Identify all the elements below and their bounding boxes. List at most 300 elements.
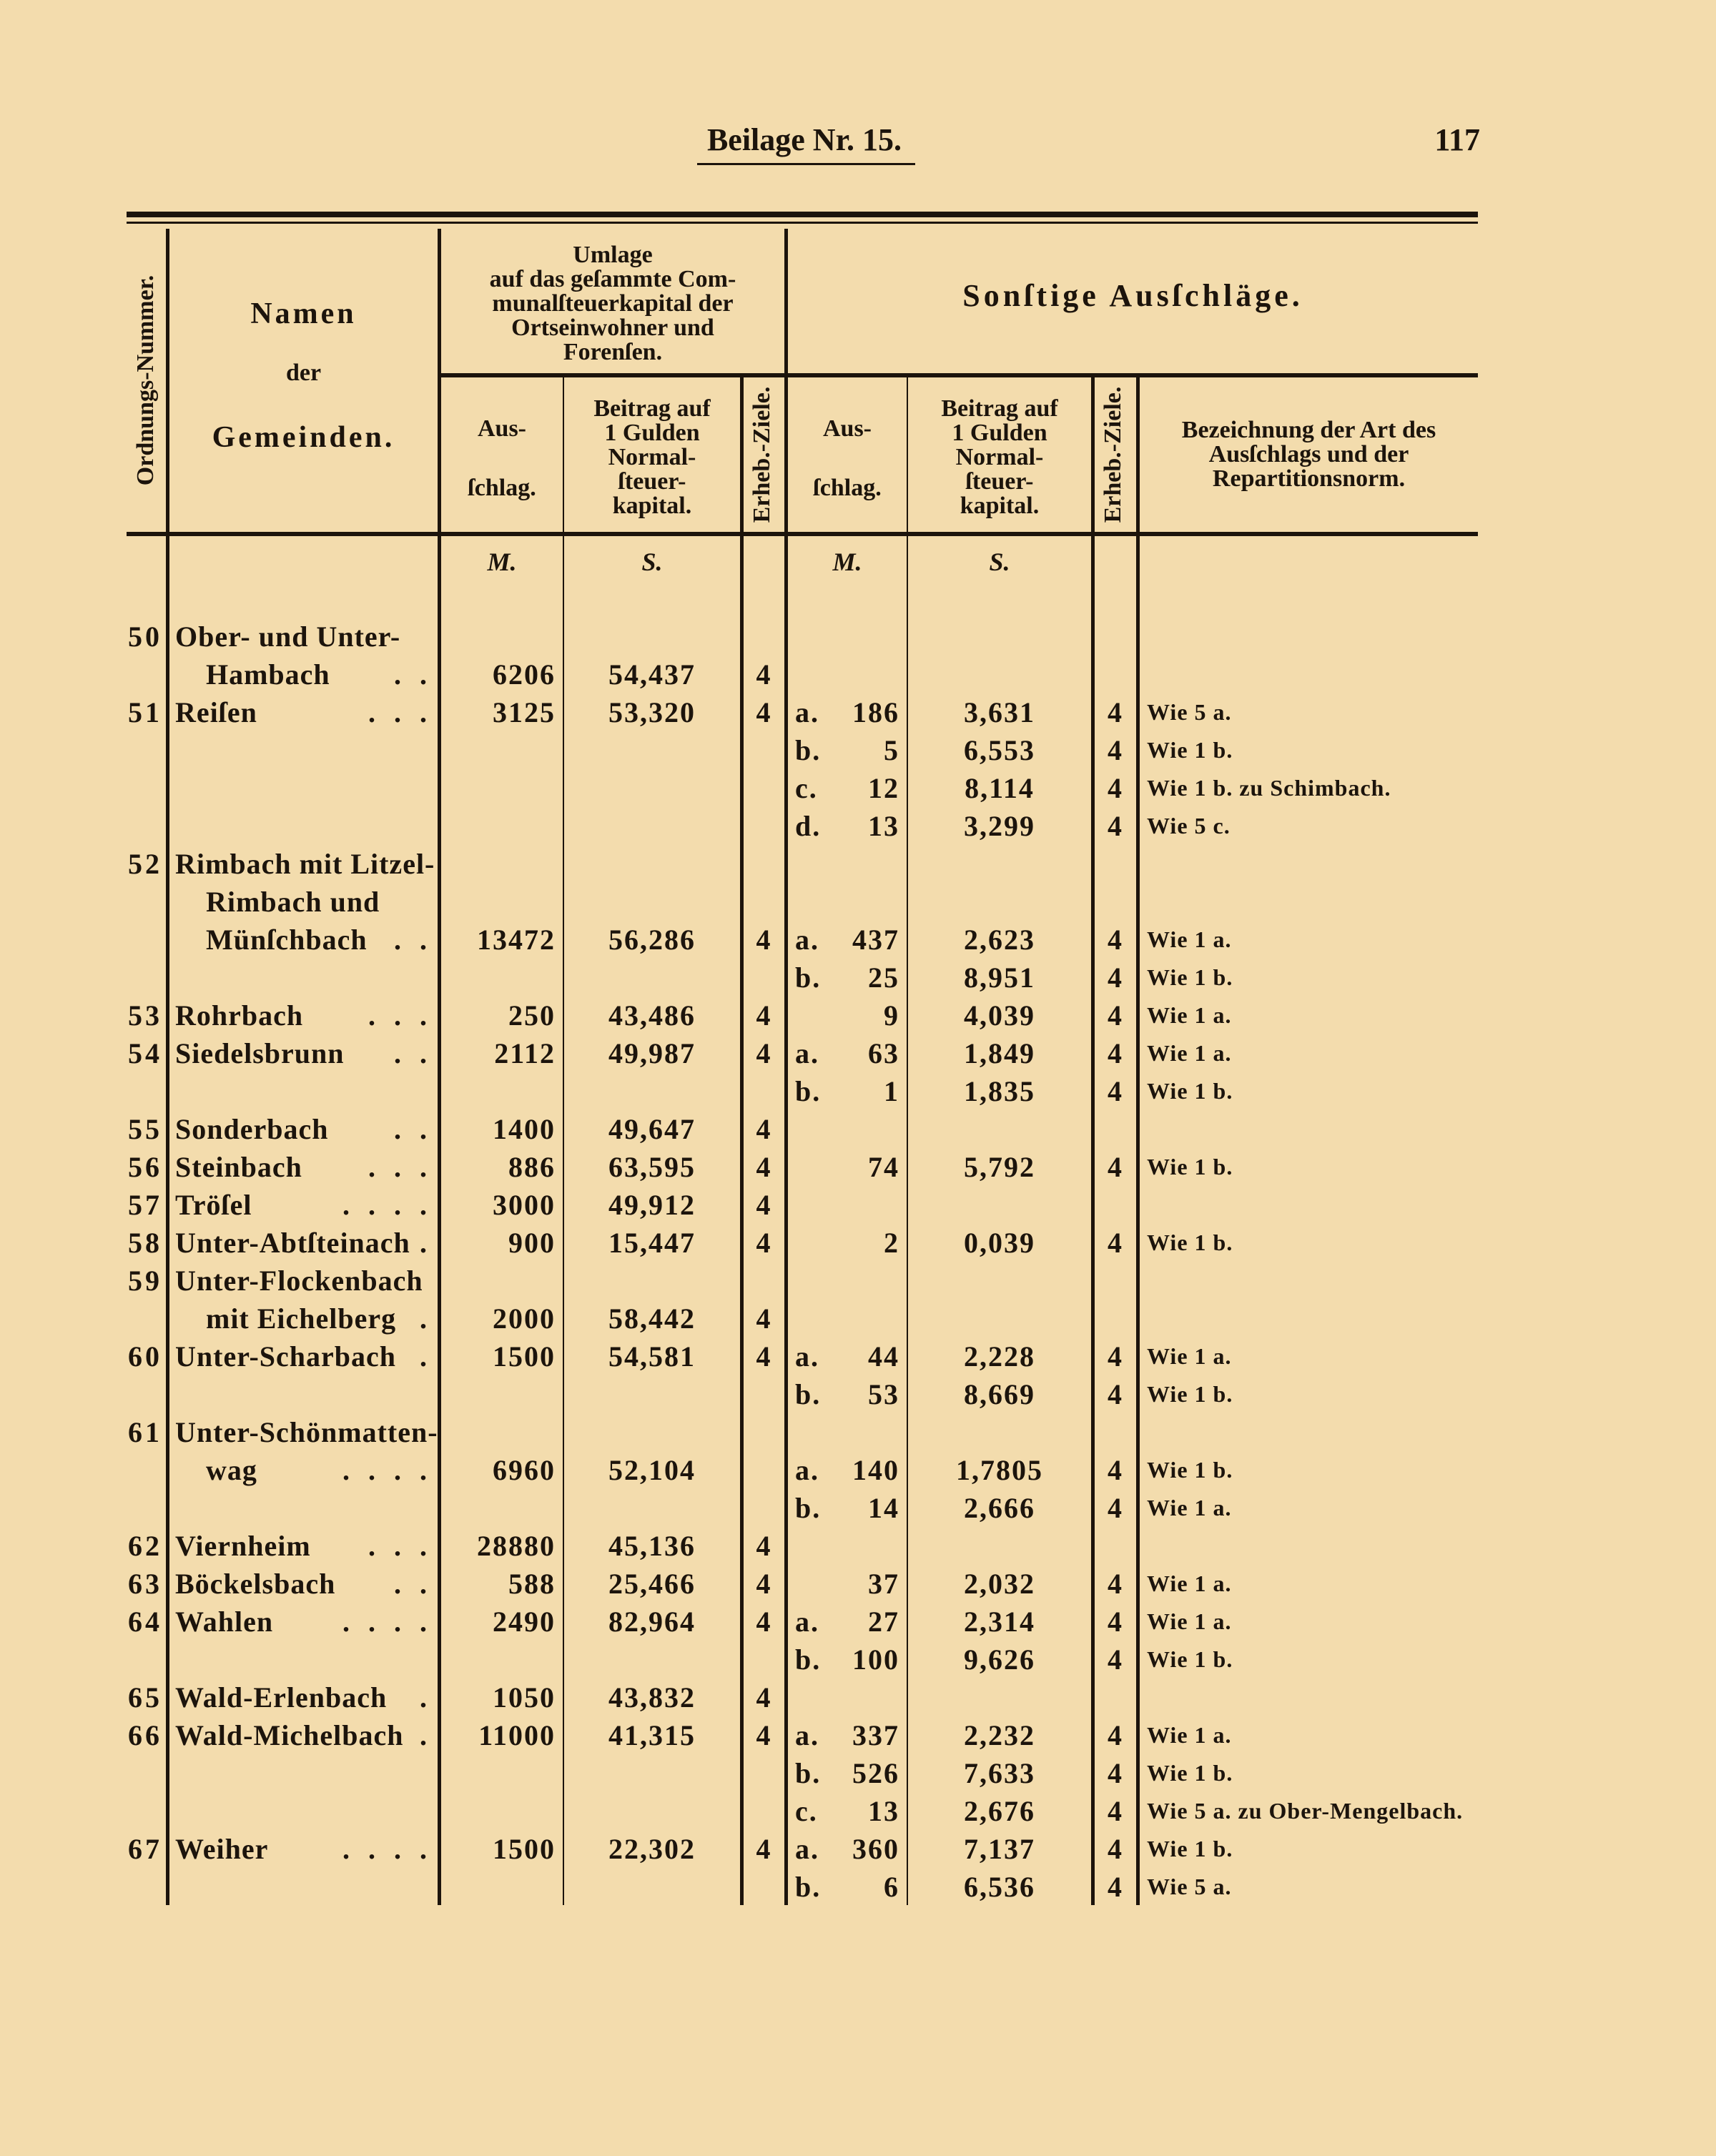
dot-leader: . . . [368,1530,433,1562]
sonstige-ausschlag: 5 [884,734,899,766]
beitrag-line: 1 Gulden [952,420,1047,446]
top-rule-thick [127,212,1478,217]
bezeichnung-line: Ausſchlags und der [1208,441,1409,468]
sonstige-beitrag: 1,849 [964,1037,1035,1069]
sonstige-ausschlag: 360 [852,1833,899,1865]
dot-leader: . [420,1719,433,1751]
table-row [0,1792,1716,1830]
sonstige-erheb-ziele: 4 [1108,696,1123,728]
sub-letter: c. [795,1795,818,1827]
table-row [0,845,1716,883]
sub-letter: b. [795,1075,822,1107]
bezeichnung: Wie 1 b. [1147,1836,1233,1861]
ausschlag: 6960 [493,1454,556,1486]
umlage-line: Ortseinwohner und [511,315,714,341]
table-row [0,1186,1716,1224]
unit-mark: M. [487,548,517,576]
title-underline [697,163,915,165]
header-namen: Namen [250,297,357,330]
sonstige-ausschlag: 44 [868,1340,899,1373]
ausschlag: 2490 [493,1606,556,1638]
erheb-ziele: 4 [756,1302,772,1335]
sonstige-ausschlag: 25 [868,961,899,994]
bezeichnung: Wie 1 a. [1147,1495,1232,1520]
beitrag-line: Normal- [608,444,696,470]
erheb-ziele: 4 [756,1151,772,1183]
row-number: 67 [128,1833,162,1865]
sonstige-erheb-ziele: 4 [1108,999,1123,1032]
dot-leader: . . . [368,696,433,728]
erheb-ziele: 4 [756,1833,772,1865]
row-number: 65 [128,1681,162,1714]
sonstige-erheb-ziele: 4 [1108,1643,1123,1676]
sonstige-beitrag: 8,669 [964,1378,1035,1410]
municipality-name: Rimbach und [206,886,380,918]
header-beitrag [564,397,740,518]
ausschlag: 11000 [478,1719,556,1751]
municipality-name: mit Eichelberg [206,1302,397,1335]
ausschlag: 1400 [493,1113,556,1145]
header-sonstige-ausschlaege: Sonſtige Ausſchläge. [962,278,1303,313]
municipality-name: Ober- und Unter- [175,620,401,653]
sonstige-beitrag: 9,626 [964,1643,1035,1676]
table-row [0,1110,1716,1148]
bezeichnung: Wie 1 b. [1147,1154,1233,1180]
beitrag: 49,987 [608,1037,696,1069]
sonstige-beitrag: 4,039 [964,999,1035,1032]
sonstige-ausschlag: 14 [868,1492,899,1524]
ausschlag: 250 [508,999,556,1032]
municipality-name: Unter-Scharbach [175,1340,397,1373]
table-row [0,1224,1716,1262]
sonstige-ausschlag: 186 [852,696,899,728]
dot-leader: . . . [368,1151,433,1183]
sonstige-erheb-ziele: 4 [1108,1075,1123,1107]
bezeichnung: Wie 1 b. [1147,1230,1233,1255]
sonstige-beitrag: 2,314 [964,1606,1035,1638]
beitrag-line: Beitrag auf [593,395,711,422]
sonstige-beitrag: 2,676 [964,1795,1035,1827]
sonstige-beitrag: 6,536 [964,1871,1035,1903]
header-der: der [285,360,322,386]
sonstige-ausschlag: 140 [852,1454,899,1486]
beitrag-line: ſteuer- [618,468,686,495]
bezeichnung: Wie 1 b. zu Schimbach. [1147,775,1391,801]
beitrag: 49,912 [608,1189,696,1221]
table-row [0,1678,1716,1716]
bezeichnung: Wie 1 b. [1147,964,1233,990]
beitrag-line: 1 Gulden [604,420,700,446]
beitrag: 25,466 [608,1568,696,1600]
sub-letter: b. [795,1643,822,1676]
top-rule-thin [127,222,1478,224]
sonstige-erheb-ziele: 4 [1108,772,1123,804]
sonstige-beitrag: 7,137 [964,1833,1035,1865]
ausschlag: 1500 [493,1340,556,1373]
dot-leader: . . . [368,999,433,1032]
table-row [0,1716,1716,1754]
row-number: 58 [128,1227,162,1259]
sonstige-ausschlag: 2 [884,1227,899,1259]
row-number: 66 [128,1719,162,1751]
bezeichnung: Wie 5 c. [1147,813,1231,839]
bezeichnung: Wie 1 a. [1147,1608,1232,1634]
sonstige-erheb-ziele: 4 [1108,1340,1123,1373]
erheb-ziele: 4 [756,1189,772,1221]
municipality-name: Böckelsbach [175,1568,336,1600]
sonstige-erheb-ziele: 4 [1108,1037,1123,1069]
table-row [0,1413,1716,1451]
sonstige-ausschlag: 63 [868,1037,899,1069]
ausschlag: 6206 [493,658,556,691]
ausschlag: 13472 [477,924,556,956]
municipality-name: Siedelsbrunn [175,1037,345,1069]
header-erheb-ziele-sonstige: Erheb.-Ziele. [1100,386,1126,523]
umlage-line: auf das geſammte Com- [489,266,736,292]
sub-letter: a. [795,1037,819,1069]
erheb-ziele: 4 [756,924,772,956]
header-ausschlag-2: ſchlag. [468,475,536,501]
unit-pfennig-sonstige: S. [989,548,1010,576]
ausschlag: 1500 [493,1833,556,1865]
table-row [0,959,1716,997]
sonstige-beitrag: 8,951 [964,961,1035,994]
header-bezeichnung [1140,418,1478,491]
dot-leader: . . [394,924,433,956]
beitrag: 41,315 [608,1719,696,1751]
header-umlage [441,243,784,365]
beitrag-line: ſteuer- [965,468,1034,495]
umlage-line: munalſteuerkapital der [492,290,734,317]
municipality-name: Weiher [175,1833,269,1865]
sub-letter: a. [795,1340,819,1373]
erheb-ziele: 4 [756,1606,772,1638]
sonstige-ausschlag: 6 [884,1871,899,1903]
table-row [0,769,1716,807]
sub-letter: d. [795,810,822,842]
sonstige-erheb-ziele: 4 [1108,1757,1123,1789]
bezeichnung: Wie 1 b. [1147,737,1233,763]
beitrag-line: kapital. [960,493,1040,519]
table-row [0,656,1716,693]
row-number: 54 [128,1037,162,1069]
erheb-ziele: 4 [756,1037,772,1069]
beitrag-line: Beitrag auf [941,395,1058,422]
header-ausschlag: Aus- [477,415,527,442]
header-ausschlag-sonstige-2: ſchlag. [813,475,882,501]
sub-letter: b. [795,1378,822,1410]
municipality-name: Wald-Michelbach [175,1719,404,1751]
table-row [0,693,1716,731]
sonstige-erheb-ziele: 4 [1108,1151,1123,1183]
unit-mark-sonstige: M. [832,548,862,576]
sonstige-erheb-ziele: 4 [1108,810,1123,842]
municipality-name: Unter-Flockenbach [175,1265,423,1297]
beitrag: 58,442 [608,1302,696,1335]
sub-letter: a. [795,1454,819,1486]
municipality-name: Sonderbach [175,1113,329,1145]
ausschlag: 1050 [493,1681,556,1714]
sonstige-ausschlag: 27 [868,1606,899,1638]
bezeichnung: Wie 1 a. [1147,1002,1232,1028]
bezeichnung: Wie 1 b. [1147,1457,1233,1483]
municipality-name: Hambach [206,658,330,691]
dot-leader: . [420,1681,433,1714]
bezeichnung: Wie 1 b. [1147,1646,1233,1672]
municipality-name: Rimbach mit Litzel- [175,848,435,880]
beitrag: 54,581 [608,1340,696,1373]
table-row [0,1072,1716,1110]
table-row [0,1527,1716,1565]
erheb-ziele: 4 [756,1113,772,1145]
bezeichnung: Wie 1 a. [1147,1571,1232,1596]
dot-leader: . . [394,1568,433,1600]
table-row [0,1375,1716,1413]
sonstige-ausschlag: 337 [852,1719,899,1751]
bezeichnung: Wie 5 a. [1147,1874,1232,1899]
bezeichnung: Wie 5 a. zu Ober-Mengelbach. [1147,1798,1464,1824]
dot-leader: . [420,1340,433,1373]
table-row [0,731,1716,769]
dot-leader: . . . . [342,1189,433,1221]
municipality-name: Steinbach [175,1151,302,1183]
page-title: Beilage Nr. 15. [706,122,902,157]
sub-letter: c. [795,772,818,804]
sonstige-erheb-ziele: 4 [1108,1871,1123,1903]
erheb-ziele: 4 [756,1340,772,1373]
table-row [0,921,1716,959]
row-number: 52 [128,848,162,880]
header-ausschlag-sonstige: Aus- [822,415,872,442]
table-row [0,1337,1716,1375]
umlage-line: Umlage [573,242,653,268]
sonstige-erheb-ziele: 4 [1108,1795,1123,1827]
dot-leader: . . . . [342,1454,433,1486]
row-number: 60 [128,1340,162,1373]
beitrag: 63,595 [608,1151,696,1183]
ausschlag: 3125 [493,696,556,728]
sonstige-erheb-ziele: 4 [1108,1378,1123,1410]
bezeichnung: Wie 1 b. [1147,1078,1233,1104]
header-beitrag-sonstige [908,397,1091,518]
row-number: 57 [128,1189,162,1221]
bezeichnung: Wie 5 a. [1147,699,1232,725]
municipality-name: wag [206,1454,257,1486]
sub-letter: b. [795,734,822,766]
sonstige-ausschlag: 53 [868,1378,899,1410]
dot-leader: . [420,1302,433,1335]
row-number: 61 [128,1416,162,1448]
sub-letter: a. [795,1833,819,1865]
dot-leader: . . [394,1037,433,1069]
table-row [0,1262,1716,1300]
sonstige-erheb-ziele: 4 [1108,1719,1123,1751]
beitrag: 49,647 [608,1113,696,1145]
erheb-ziele: 4 [756,696,772,728]
sonstige-erheb-ziele: 4 [1108,1568,1123,1600]
dot-leader: . . [394,1113,433,1145]
bezeichnung-line: Repartitionsnorm. [1212,465,1406,492]
row-number: 55 [128,1113,162,1145]
beitrag: 45,136 [608,1530,696,1562]
sonstige-beitrag: 7,633 [964,1757,1035,1789]
sonstige-ausschlag: 13 [868,1795,899,1827]
erheb-ziele: 4 [756,1719,772,1751]
row-number: 51 [128,696,162,728]
bezeichnung: Wie 1 a. [1147,1040,1232,1066]
sonstige-erheb-ziele: 4 [1108,734,1123,766]
beitrag: 54,437 [608,658,696,691]
municipality-name: Viernheim [175,1530,311,1562]
table-row [0,1565,1716,1603]
table-row [0,883,1716,921]
table-row [0,1830,1716,1868]
sonstige-ausschlag: 9 [884,999,899,1032]
sonstige-beitrag: 2,666 [964,1492,1035,1524]
sonstige-erheb-ziele: 4 [1108,1454,1123,1486]
sonstige-ausschlag: 526 [852,1757,899,1789]
sub-letter: b. [795,1492,822,1524]
sub-letter: b. [795,961,822,994]
table-row [0,1451,1716,1489]
sonstige-ausschlag: 13 [868,810,899,842]
ausschlag: 588 [508,1568,556,1600]
beitrag: 43,832 [608,1681,696,1714]
umlage-line: Forenſen. [563,339,663,365]
erheb-ziele: 4 [756,1568,772,1600]
row-number: 62 [128,1530,162,1562]
beitrag: 43,486 [608,999,696,1032]
beitrag: 82,964 [608,1606,696,1638]
sonstige-erheb-ziele: 4 [1108,961,1123,994]
table-row [0,618,1716,656]
bezeichnung: Wie 1 a. [1147,926,1232,952]
bezeichnung: Wie 1 a. [1147,1722,1232,1748]
sonstige-ausschlag: 100 [852,1643,899,1676]
table-row [0,1603,1716,1641]
table-row [0,807,1716,845]
sonstige-ausschlag: 1 [884,1075,899,1107]
beitrag: 22,302 [608,1833,696,1865]
municipality-name: Wald-Erlenbach [175,1681,388,1714]
sonstige-beitrag: 2,623 [964,924,1035,956]
row-number: 59 [128,1265,162,1297]
sonstige-beitrag: 3,631 [964,696,1035,728]
ausschlag: 900 [508,1227,556,1259]
bezeichnung: Wie 1 b. [1147,1381,1233,1407]
sonstige-ausschlag: 74 [868,1151,899,1183]
beitrag: 53,320 [608,696,696,728]
municipality-name: Unter-Abtſteinach [175,1227,410,1259]
erheb-ziele: 4 [756,1530,772,1562]
municipality-name: Unter-Schönmatten- [175,1416,438,1448]
sonstige-beitrag: 1,7805 [956,1454,1043,1486]
header-ordnungs-nummer: Ordnungs-Nummer. [132,275,159,486]
table-row [0,1034,1716,1072]
sub-letter: a. [795,696,819,728]
sonstige-ausschlag: 37 [868,1568,899,1600]
ausschlag: 886 [508,1151,556,1183]
sonstige-erheb-ziele: 4 [1108,1833,1123,1865]
header-bottom-rule [127,532,1478,536]
bezeichnung-line: Bezeichnung der Art des [1181,417,1436,443]
sonstige-erheb-ziele: 4 [1108,1227,1123,1259]
ausschlag: 2112 [494,1037,556,1069]
sonstige-beitrag: 1,835 [964,1075,1035,1107]
header-gemeinden: Gemeinden. [212,421,395,454]
table-row [0,1148,1716,1186]
erheb-ziele: 4 [756,658,772,691]
row-number: 50 [128,620,162,653]
table-row [0,1300,1716,1337]
beitrag: 52,104 [608,1454,696,1486]
municipality-name: Rohrbach [175,999,304,1032]
municipality-name: Wahlen [175,1606,274,1638]
sub-letter: a. [795,1719,819,1751]
dot-leader: . . . . [342,1833,433,1865]
municipality-name: Münſchbach [206,924,368,956]
row-number: 63 [128,1568,162,1600]
sonstige-erheb-ziele: 4 [1108,924,1123,956]
sub-letter: b. [795,1871,822,1903]
erheb-ziele: 4 [756,999,772,1032]
sonstige-beitrag: 2,032 [964,1568,1035,1600]
header-erheb-ziele: Erheb.-Ziele. [749,386,775,523]
ausschlag: 2000 [493,1302,556,1335]
sonstige-beitrag: 2,228 [964,1340,1035,1373]
dot-leader: . . . . [342,1606,433,1638]
table-row [0,997,1716,1034]
table-row [0,1641,1716,1678]
row-number: 53 [128,999,162,1032]
sonstige-erheb-ziele: 4 [1108,1492,1123,1524]
row-number: 56 [128,1151,162,1183]
sonstige-beitrag: 5,792 [964,1151,1035,1183]
municipality-name: Tröſel [175,1189,252,1221]
beitrag-line: kapital. [612,493,692,519]
dot-leader: . [420,1227,433,1259]
sonstige-beitrag: 2,232 [964,1719,1035,1751]
ausschlag: 3000 [493,1189,556,1221]
subheader-rule [440,373,1478,377]
ausschlag: 28880 [477,1530,556,1562]
dot-leader: . . [394,658,433,691]
table-row [0,1868,1716,1906]
sub-letter: b. [795,1757,822,1789]
table-row [0,1489,1716,1527]
sonstige-beitrag: 6,553 [964,734,1035,766]
bezeichnung: Wie 1 b. [1147,1760,1233,1786]
beitrag: 56,286 [608,924,696,956]
erheb-ziele: 4 [756,1227,772,1259]
page-number: 117 [1434,122,1480,157]
sonstige-ausschlag: 12 [868,772,899,804]
sub-letter: a. [795,1606,819,1638]
sonstige-erheb-ziele: 4 [1108,1606,1123,1638]
sub-letter: a. [795,924,819,956]
sonstige-ausschlag: 437 [852,924,899,956]
table-row [0,1754,1716,1792]
sonstige-beitrag: 3,299 [964,810,1035,842]
sonstige-beitrag: 8,114 [965,772,1035,804]
row-number: 64 [128,1606,162,1638]
beitrag: 15,447 [608,1227,696,1259]
unit-pfennig: S. [641,548,663,576]
beitrag-line: Normal- [955,444,1044,470]
bezeichnung: Wie 1 a. [1147,1343,1232,1369]
sonstige-beitrag: 0,039 [964,1227,1035,1259]
erheb-ziele: 4 [756,1681,772,1714]
